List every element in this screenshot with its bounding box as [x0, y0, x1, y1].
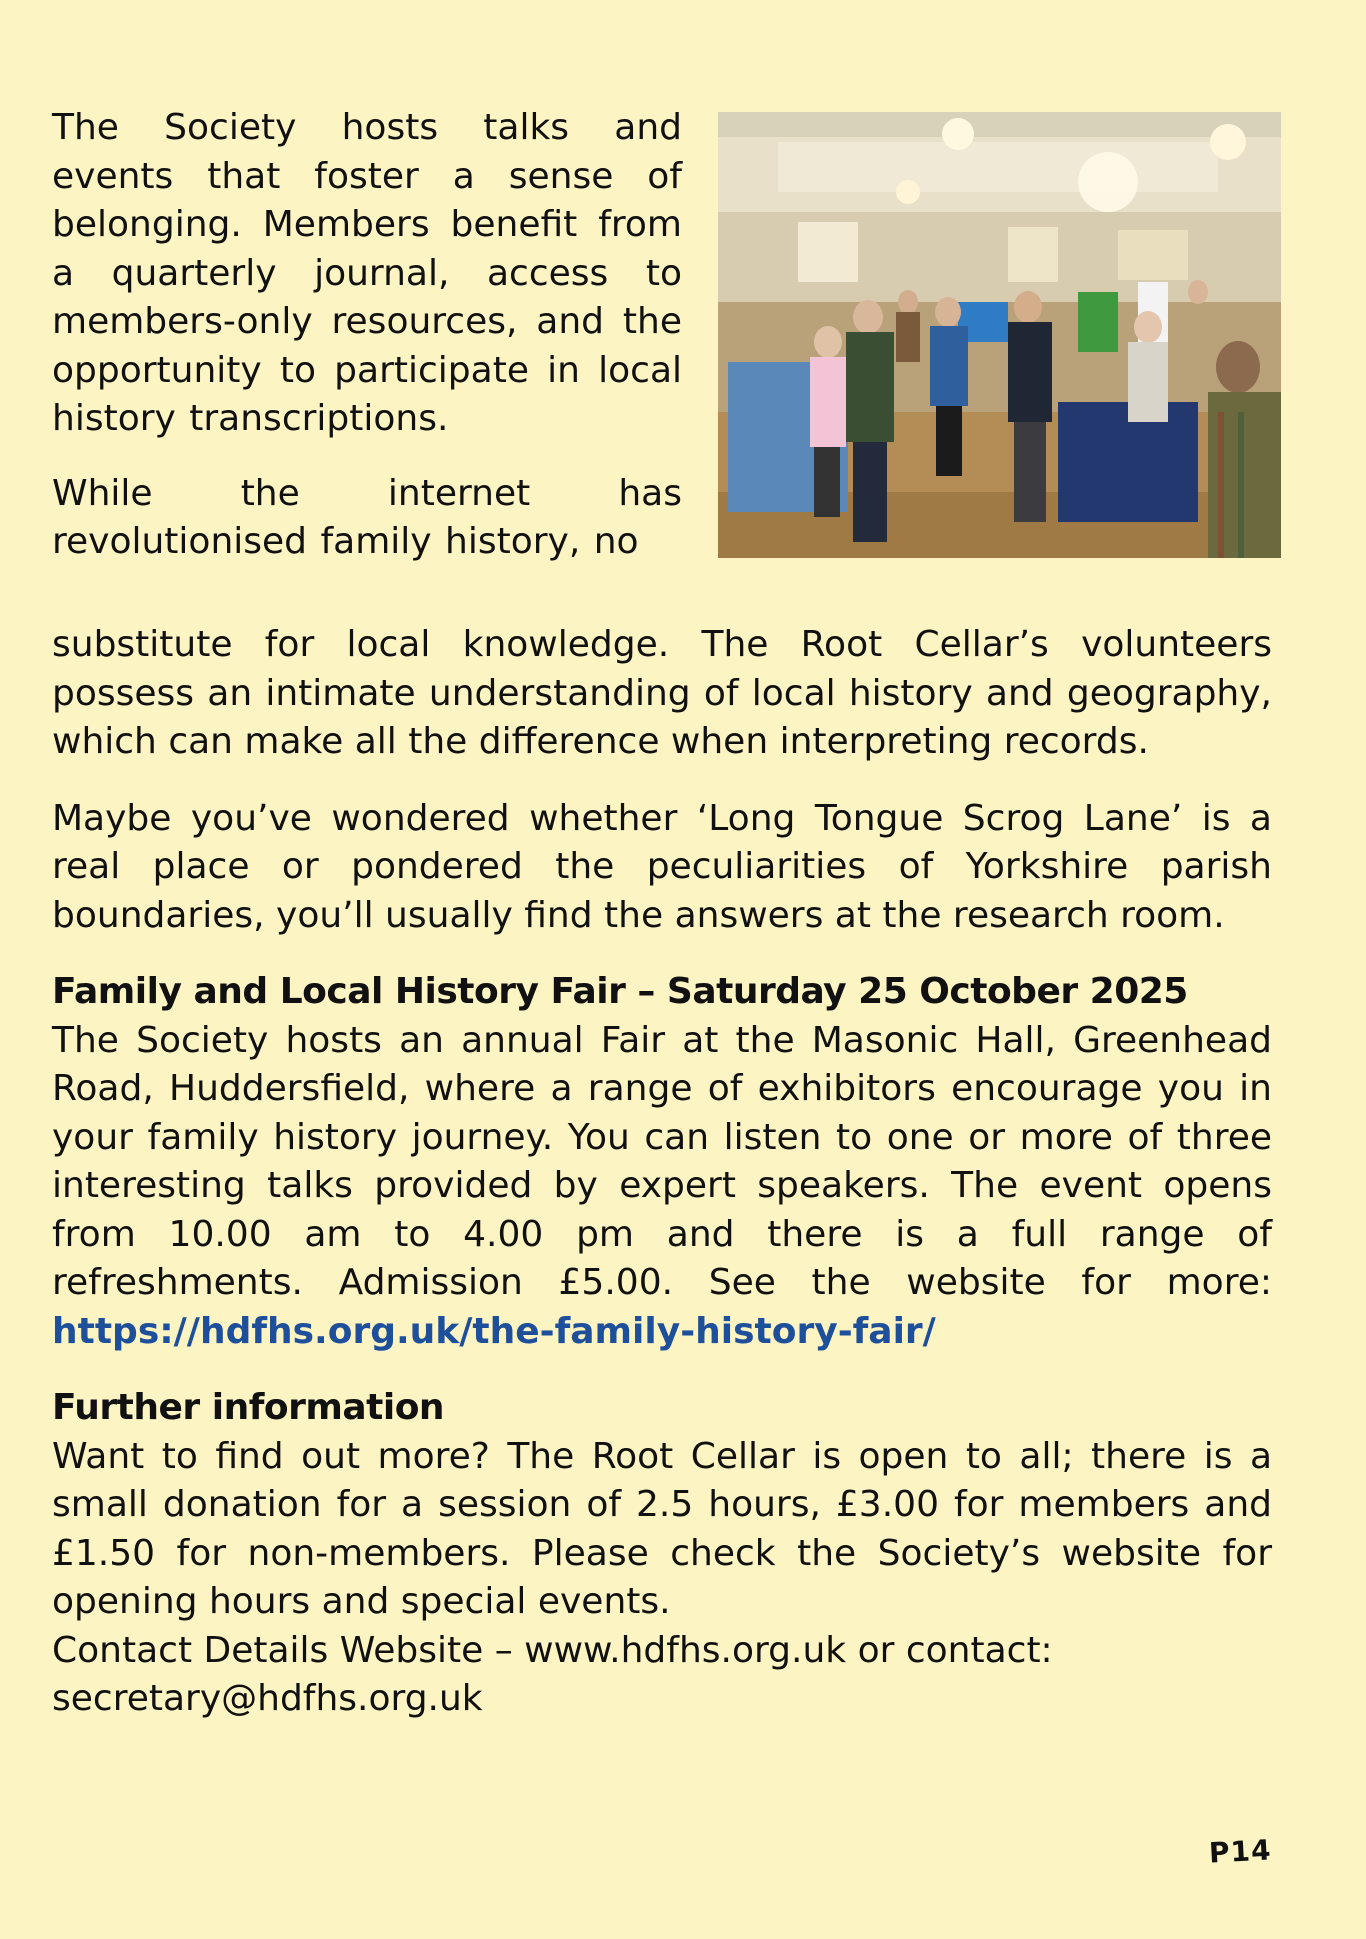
intro-paragraph-2-start: While the internet has revolutionised family history, no	[52, 472, 682, 562]
intro-paragraph-2-rest: substitute for local knowledge. The Root Cellar’s volunteers possess an intimate understanding of local history and geography, which can make all the difference when interpreting records.	[52, 624, 1272, 762]
further-info-heading: Further information	[52, 1387, 445, 1428]
fair-website-link[interactable]: https://hdfhs.org.uk/the-family-history-fair/	[52, 1310, 936, 1352]
contact-line: Contact Details Website – www.hdfhs.org.uk or contact:	[52, 1629, 1053, 1671]
contact-email[interactable]: secretary@hdfhs.org.uk	[52, 1678, 483, 1719]
intro-section	[52, 104, 1272, 624]
page-content	[52, 104, 1272, 1724]
fair-heading: Family and Local History Fair – Saturday 25 October 2025	[52, 971, 1188, 1012]
scrog-lane-paragraph: Maybe you’ve wondered whether ‘Long Tongue Scrog Lane’ is a real place or pondered the peculiarities of Yorkshire parish boundaries, you’ll usually find the answers at the research room.	[52, 797, 1272, 936]
page-number: P14	[1207, 1833, 1272, 1870]
intro-paragraph-1: The Society hosts talks and events that foster a sense of belonging. Members benefit from a quarterly journal, access to members-only resources, and the opportunity to participate in local history transcriptions.	[52, 107, 682, 439]
further-info-paragraph: Want to find out more? The Root Cellar is open to all; there is a small donation for a session of 2.5 hours, £3.00 for members and £1.50 for non-members. Please check the Society’s website for opening hours and special events.	[52, 1435, 1272, 1622]
history-fair-photo	[718, 112, 1281, 558]
intro-text-column	[52, 104, 682, 567]
fair-body-text: The Society hosts an annual Fair at the Masonic Hall, Greenhead Road, Huddersfield, where a range of exhibitors encourage you in your family history journey. You can listen to one or more of three interesting talks provided by expert speakers. The event opens from 10.00 am to 4.00 pm and there is a full range of refreshments. Admission £5.00. See the website for more:	[52, 1019, 1272, 1303]
contact-details	[52, 1627, 1272, 1724]
fair-paragraph	[52, 1017, 1272, 1357]
fair-hall-illustration	[718, 112, 1281, 558]
